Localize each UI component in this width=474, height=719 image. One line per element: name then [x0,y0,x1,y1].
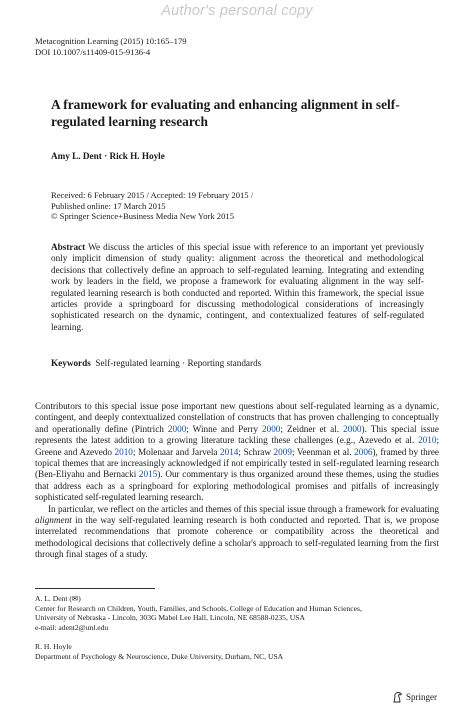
text-span: ; Molenaar and Jarvela [132,446,220,457]
text-span: ; Zeidner et al. [280,423,344,434]
body-text [35,401,439,561]
text-span: ). This special issue represents the latest addition to a growing literature tackling these challenges (e.g., Azevedo et al. [35,423,439,446]
citation-link[interactable]: 2009 [273,446,292,457]
citation-link[interactable]: 2000 [262,423,281,434]
keywords-text: Self-regulated learning · Reporting standards [95,358,262,368]
keywords [51,358,261,368]
keywords-heading: Keywords [51,358,91,368]
received-accepted: Received: 6 February 2015 / Accepted: 19 February 2015 / [51,190,254,200]
text-span: ; Greene and Azevedo [35,435,439,457]
text-span: ). Our commentary is thus organized around these themes, using the studies that address each as a springboard for exploring methodological promises and pitfalls of increasingly sophisticated self-regulated learning research. [35,469,440,503]
watermark: Author's personal copy [161,3,313,19]
text-span: In particular, we reflect on the articles and themes of this special issue through a framework for evaluating [48,503,439,514]
footnote-divider [35,588,155,589]
springer-horse-icon [392,691,403,703]
publication-dates [51,190,253,222]
citation-link[interactable]: 2015 [138,469,158,480]
paragraph-2 [35,504,439,561]
affiliation-line: University of Nebraska - Lincoln, 303G Mabel Lee Hall, Lincoln, NE 68588-0235, USA [35,613,305,622]
author-email[interactable]: e-mail: adent2@unl.edu [35,622,109,632]
authors: Amy L. Dent · Rick H. Hoyle [51,151,165,161]
abstract-text: We discuss the articles of this special issue with reference to an important yet previously only implicit dimension of study quality: alignment across the theoretical and methodological decisions that collectively define an approach to self-regulated learning. Integrating and extending work by leaders in the field, we propose a framework for evaluating alignment in the way self-regulated learning research is both conducted and reported. Within this framework, the special issue articles provide a springboard for discussing methodological considerations of increasingly sophisticated research on the dynamic, contingent, and contextualized features of self-regulated learning. [51,242,424,332]
author-name: A. L. Dent (✉) [35,594,81,603]
publisher-logo [392,691,437,703]
publisher-name: Springer [406,692,437,702]
text-span: ; Schraw [238,446,274,457]
citation-link[interactable]: 2014 [220,446,239,457]
abstract [51,242,424,333]
published-online: Published online: 17 March 2015 [51,200,166,211]
article-title: A framework for evaluating and enhancing alignment in self-regulated learning research [51,97,400,129]
affiliation-hoyle [35,642,283,661]
citation-link[interactable]: 2000 [343,423,362,434]
author-name: R. H. Hoyle [35,642,72,651]
citation-link[interactable]: 2010 [114,446,133,457]
text-span: ; Veenman et al. [291,446,355,457]
journal-citation: Metacognition Learning (2015) 10:165–179 [35,36,187,46]
text-span: ), framed by three topical themes that are increasingly acknowledged if not empirically tested in self-regulated learning research (Ben-Eliyahu and Bernacki [35,446,439,480]
affiliation-line: Center for Research on Children, Youth, Families, and Schools, College of Education and Human Sciences, [35,603,362,613]
citation-link[interactable]: 2010 [418,435,437,446]
text-span: ; Winne and Perry [186,423,263,434]
journal-header [35,36,187,57]
abstract-heading: Abstract [51,242,86,252]
affiliation-dent [35,594,362,632]
text-span: Contributors to this special issue pose important new questions about self-regulated learning as a dynamic, contingent, and deeply contextualized constellation of constructs that has proven challenging to conceptually and operationally define (Pintrich [35,401,439,434]
citation-link[interactable]: 2000 [167,423,187,434]
paragraph-1 [35,401,439,504]
doi[interactable]: DOI 10.1007/s11409-015-9136-4 [35,46,151,57]
emphasis: alignment [35,515,72,526]
copyright: © Springer Science+Business Media New York 2015 [51,211,234,222]
affiliation-line: Department of Psychology & Neuroscience, Duke University, Durham, NC, USA [35,651,284,661]
citation-link[interactable]: 2006 [354,446,373,457]
text-span: in the way self-regulated learning research is both conducted and reported. That is, we propose interrelated recommendations that promote coherence or compatibility across the theoretical and methodological decisions that collectively define a scholar's approach to self-regulated learning from the first through final stages of a study. [35,515,439,560]
